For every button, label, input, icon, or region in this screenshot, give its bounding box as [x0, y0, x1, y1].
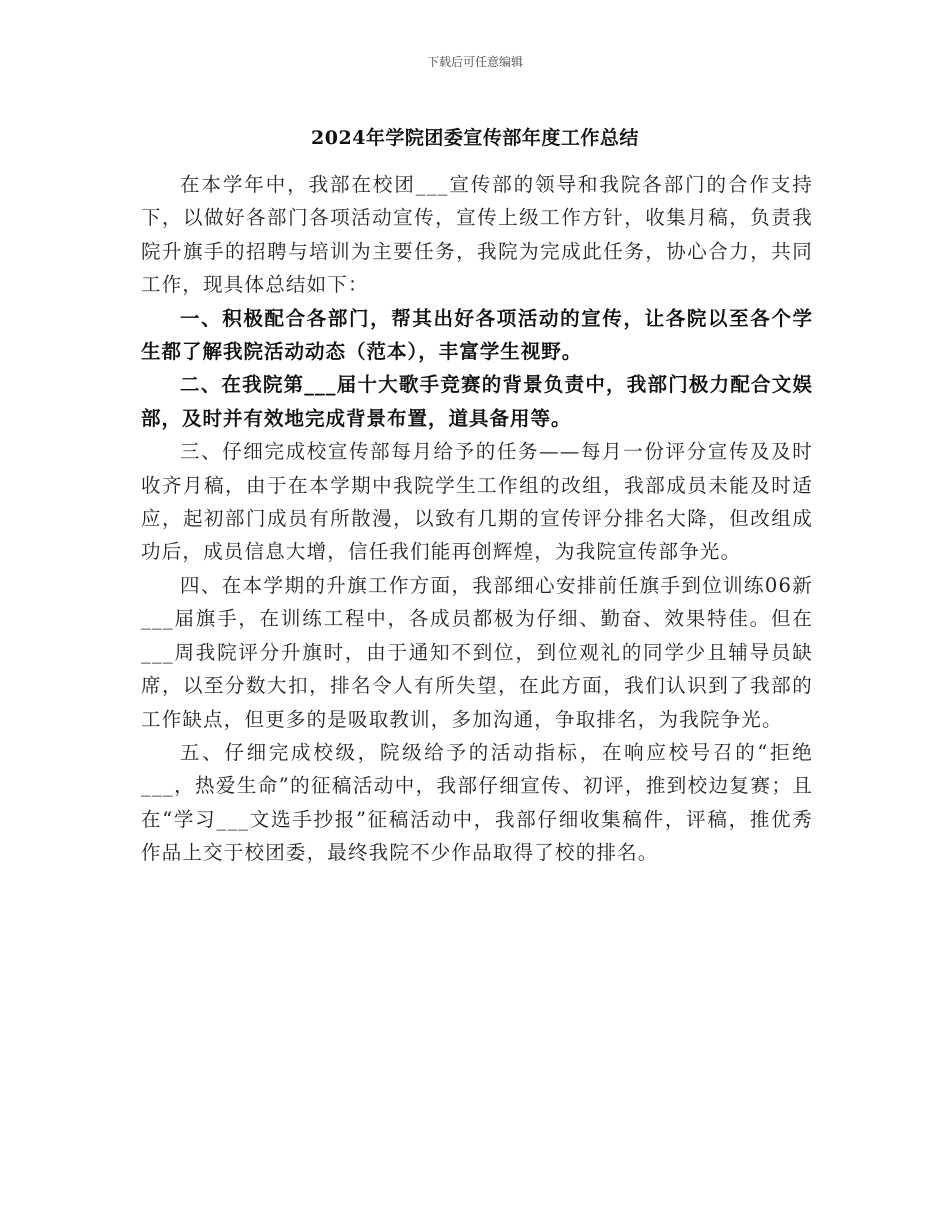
document-body: [141, 168, 813, 870]
paragraph-item-5: 五、仔细完成校级，院级给予的活动指标，在响应校号召的“拒绝___，热爱生命”的征稿活动中，我部仔细宣传、初评，推到校边复赛；且在“学习___文选手抄报”征稿活动中，我部仔细收集稿件，评稿，推优秀作品上交于校团委，最终我院不少作品取得了校的排名。: [141, 740, 813, 865]
paragraph-intro: 在本学年中，我部在校团___宣传部的领导和我院各部门的合作支持下，以做好各部门各项活动宣传，宣传上级工作方针，收集月稿，负责我院升旗手的招聘与培训为主要任务，我院为完成此任务，协心合力，共同工作，现具体总结如下：: [141, 173, 813, 297]
document-title: 2024年学院团委宣传部年度工作总结: [311, 127, 639, 149]
paragraph-item-1: 一、积极配合各部门，帮其出好各项活动的宣传，让各院以至各个学生都了解我院活动动态（范本），丰富学生视野。: [141, 306, 813, 364]
header-note: 下载后可任意编辑: [426, 55, 523, 69]
paragraph-item-3: 三、仔细完成校宣传部每月给予的任务——每月一份评分宣传及及时收齐月稿，由于在本学期中我院学生工作组的改组，我部成员未能及时适应，起初部门成员有所散漫，以致有几期的宣传评分排名大降，但改组成功后，成员信息大增，信任我们能再创辉煌，为我院宣传部争光。: [141, 440, 813, 564]
paragraph-item-2: 二、在我院第___届十大歌手竞赛的背景负责中，我部门极力配合文娱部，及时并有效地完成背景布置，道具备用等。: [141, 373, 813, 430]
paragraph-item-4: 四、在本学期的升旗工作方面，我部细心安排前任旗手到位训练06新___届旗手，在训练工程中，各成员都极为仔细、勤奋、效果特佳。但在___周我院评分升旗时，由于通知不到位，到位观礼的同学少且辅导员缺席，以至分数大扣，排名令人有所失望，在此方面，我们认识到了我部的工作缺点，但更多的是吸取教训，多加沟通，争取排名，为我院争光。: [141, 573, 813, 731]
